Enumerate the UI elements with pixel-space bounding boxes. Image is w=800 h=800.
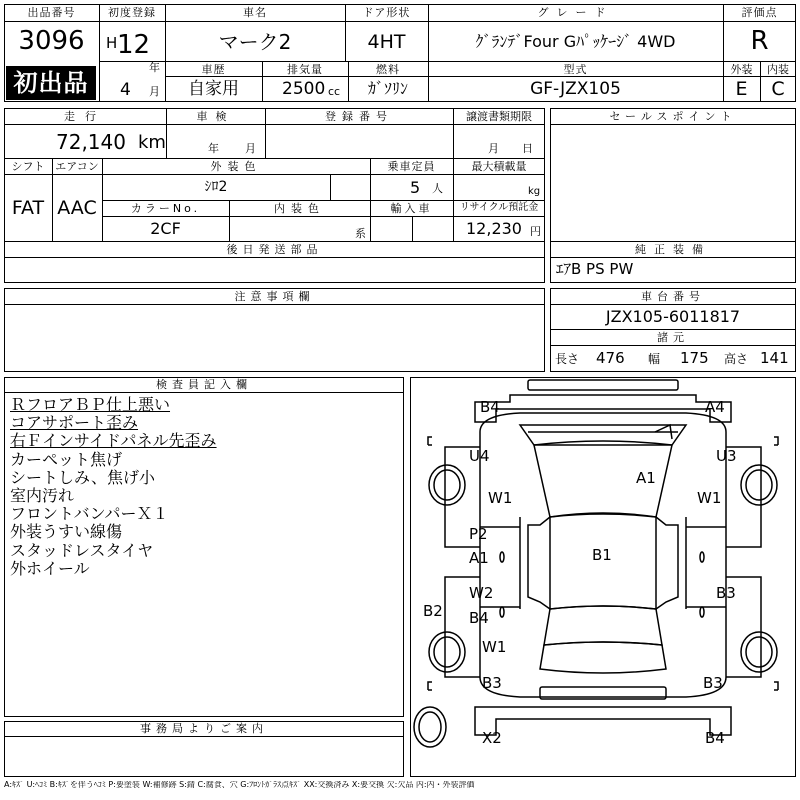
damage-mark: W2 [469,584,494,602]
length-label: 長さ [555,352,580,366]
exterior-label: 外装 [730,63,753,76]
note-line: スタッドレスタイヤ [10,540,154,560]
month-unit: 月 [149,85,160,98]
lot-number: 3096 [18,26,85,56]
inspector-notes [10,396,217,578]
inspector-label: 検査員記入欄 [156,378,252,391]
color-label: 外装色 [210,160,262,173]
damage-mark: P2 [469,525,488,543]
damage-mark: W1 [697,489,722,507]
equip-label: 純正装備 [635,243,711,256]
chassis-number: JZX105-6011817 [605,307,741,326]
inspection-label: 車検 [196,110,235,123]
transfer-day-unit: 日 [522,142,533,155]
damage-mark: B4 [469,609,489,627]
caution-label: 注意事項欄 [234,290,315,303]
note-line: カーペット焦げ [10,449,123,469]
length: 476 [596,349,625,367]
recycle-label: リサイクル預託金 [459,202,539,213]
damage-mark: B4 [480,398,500,416]
reg-no-label: 登録番号 [325,110,393,123]
sales-label: セールスポイント [609,110,737,123]
reg-year: 12 [117,30,151,60]
damage-mark: A4 [705,398,725,416]
note-line: 右Ｆインサイドパネル先歪み [10,431,217,451]
first-listing-badge: 初出品 [6,66,96,100]
fuel-label: 燃料 [376,63,400,76]
intcolor-unit: 系 [355,227,366,240]
damage-mark: B1 [592,546,612,564]
recycle: 12,230 [466,219,522,238]
colorno-label: カラーNo. [130,202,201,215]
mileage-unit: km [138,132,166,153]
model-label: 型式 [563,63,588,76]
era: H [106,34,118,52]
damage-legend: A:ｷｽﾞ U:ﾍｺﾐ B:ｷｽﾞを伴うﾍｺﾐ P:要塗装 W:補修跡 S:錆 C:腐食、穴 G:ﾌﾛﾝﾄｶﾞﾗｽ点ｷｽﾞ XX:交換済み X:要交換 欠:欠品 内:内・外装評価 [4,781,475,789]
first-reg-label: 初度登録 [108,6,156,19]
damage-mark: B3 [482,674,502,692]
shift: FAT [11,197,45,219]
maxload-unit: kg [528,186,541,197]
interior-grade: C [771,78,785,100]
model: GF-JZX105 [530,79,621,99]
maxload-label: 最大積載量 [471,160,527,173]
shift-label: シフト [11,160,45,173]
width: 175 [680,349,709,367]
note-line: 室内汚れ [10,486,75,506]
note-line: ＲフロアＢＰ仕上悪い [10,395,171,414]
later-parts-label: 後日発送部品 [226,243,323,256]
capacity-label: 乗車定員 [387,160,436,173]
transfer-month-unit: 月 [488,142,499,155]
car-name-label: 車名 [243,6,267,19]
reg-month: 4 [120,80,131,100]
transfer-label: 譲渡書類期限 [466,110,532,123]
exterior-grade: E [735,78,748,100]
mileage-label: 走行 [64,110,106,123]
colorno: 2CF [150,219,181,238]
history-label: 車歴 [201,63,226,76]
damage-mark: U4 [469,447,490,465]
inspection-year-unit: 年 [208,142,219,155]
office-label: 事務局よりご案内 [140,722,268,735]
inspection-month-unit: 月 [245,142,256,155]
equipment: ｴｱB PS PW [556,260,634,278]
damage-mark: U3 [716,447,737,465]
damage-mark: A1 [636,469,656,487]
displacement-label: 排気量 [287,63,323,76]
fuel: ｶﾞｿﾘﾝ [367,79,408,98]
note-line: フロントバンパーＸ１ [10,504,169,524]
import-label: 輸入車 [390,202,433,215]
car-diagram [410,377,796,777]
interior-label: 内装 [767,63,789,76]
score-label: 評価点 [741,6,778,19]
recycle-unit: 円 [530,225,541,238]
capacity-unit: 人 [432,182,443,195]
dims-label: 諸元 [657,331,689,344]
displacement-unit: cc [328,85,341,98]
mileage: 72,140 [56,130,126,154]
damage-mark: W1 [482,638,507,656]
damage-mark: X2 [482,729,502,747]
damage-mark: B3 [716,584,736,602]
grade: ｸﾞﾗﾝﾃﾞFour Gﾊﾟｯｹｰｼﾞ 4WD [475,32,676,51]
grade-label: グレード [537,6,614,19]
car-name: マーク2 [218,30,292,54]
note-line: コアサポート歪み [10,413,139,433]
damage-mark: B4 [705,729,725,747]
width-label: 幅 [648,352,661,366]
damage-mark: B2 [423,602,443,620]
displacement: 2500 [282,79,326,99]
height: 141 [760,349,789,367]
damage-mark: A1 [469,549,489,567]
note-line: シートしみ、焦げ小 [10,467,155,487]
height-label: 高さ [724,352,749,366]
chassis-label: 車台番号 [641,290,705,303]
color: ｼﾛ2 [204,179,228,195]
lot-label: 出品番号 [27,6,76,19]
door-type: 4HT [367,31,406,53]
capacity: 5 [410,178,421,197]
door-label: ドア形状 [362,6,411,19]
score: R [750,26,769,56]
note-line: 外ホイール [10,558,90,578]
intcolor-label: 内装色 [274,202,325,215]
damage-mark: W1 [488,489,513,507]
ac: AAC [57,197,97,219]
ac-label: エアコン [55,160,99,173]
history: 自家用 [188,79,239,99]
note-line: 外装うすい線傷 [10,522,123,542]
damage-mark: B3 [703,674,723,692]
year-unit: 年 [149,61,160,74]
